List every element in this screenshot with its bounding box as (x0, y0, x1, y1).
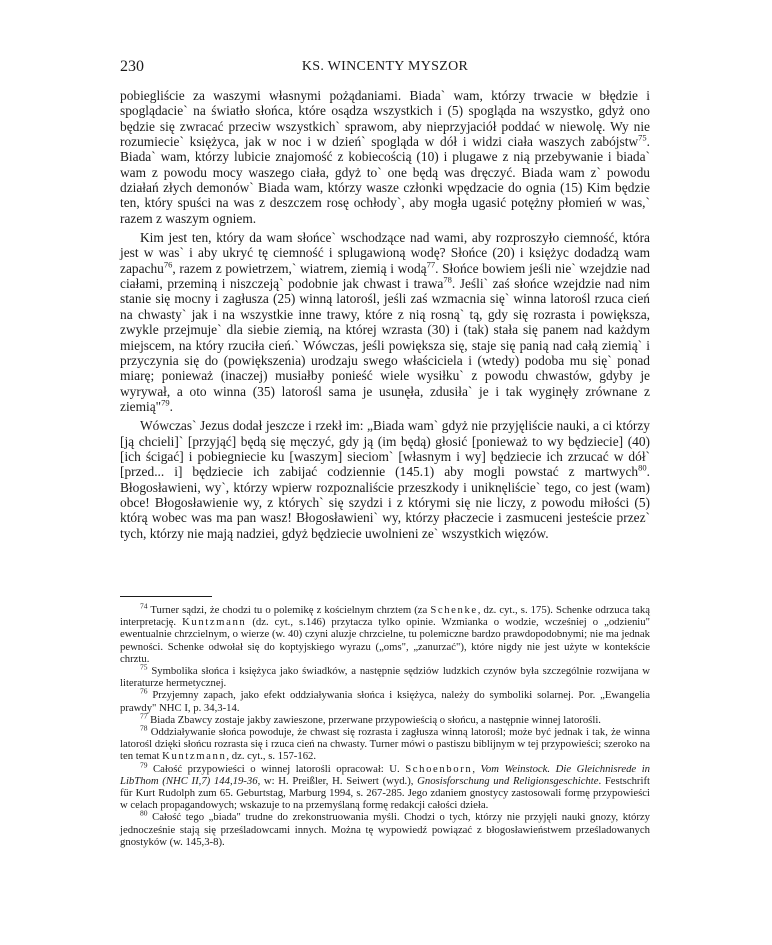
footnote-79: $^{79}$ Całość przypowieści o winnej latorośli opracował: U. Schoenborn, Vom Weinstock. Die Gleichnisrede in LibThom (NHC II,7) 144,19-36, w: H. Preißler, H. Seiwert (wyd.), Gnosisforschung und Religionsgeschichte. Festschrift für Kurt Rudolph zum 65. Geburtstag, Marburg 1994, s. 267-285. Jego zdaniem gnostycy zastosowali formę przypowieści w celach propagandowych; wskazuje to na przemyślaną formę redakcji całości dzieła. (120, 760, 651, 812)
footnote-ref-77[interactable]: 77 (426, 259, 436, 270)
footnote-76: $^{76}$ Przyjemny zapach, jako efekt oddziaływania słońca i księżyca, należy do symboliki solarnej. Por. „Ewangelia prawdy" NHC I, p. 34,3-14. (120, 686, 651, 714)
page-number: 230 (120, 58, 144, 75)
footnote-separator (120, 596, 212, 597)
page-header (120, 58, 650, 78)
footnote-75: $^{75}$ Symbolika słońca i księżyca jako świadków, a następnie sędziów ludzkich czynów była szczególnie rozwijana w literaturze hermetycznej. (120, 662, 651, 690)
footnote-77: $^{77}$ Biada Zbawcy zostaje jakby zawieszone, przerwane przypowieścią o słońcu, a następnie winnej latorośli. (140, 711, 601, 726)
main-text (120, 88, 650, 541)
footnote-74: $^{74}$ Turner sądzi, że chodzi tu o polemikę z kościelnym chrztem (za Schenke, dz. cyt., s. 175). Schenke odrzuca taką interpretację. Kuntzmann (dz. cyt., s.146) przytacza tylko opinie. Wzmianka o wodzie, wcześniej o „odzieniu" ewentualnie chrzcielnym, o wierze (w. 40) czyni aluzje chrzcielne, tu polemiczne bardzo prawdopodobnymi; nie ma jednak pewności. Schenke odwołał się do koptyjskiego wyrazu („oms", „zanurzać"), które nigdy nie jest użyte w kontekście chrztu. (120, 601, 650, 665)
paragraph-3: Wówczas` Jezus dodał jeszcze i rzekł im: „Biada wam` gdyż nie przyjęliście nauki, a ci którzy [ją chcieli]` [przyjąć] będą się męczyć, gdy ją (im będą) głosić [ponieważ to wy będziecie] (40) [ich ścigać] i pobiegniecie ku [waszym] sieciom` [własnym i wy] będziecie ich zrzucać w dół` [przed... i] będziecie ich zabijać codziennie (145.1) aby mogli powstać z martwych$^{80}$. Błogosławieni, wy`, którzy wpierw rozpoznaliście przeszkody i uniknęliście` tego, co jest (wam) obce! Błogosławienie wy, z których` się szydzi i z którymi się nie liczy, z powodu miłości (5) którą wobec was ma pan wasz! Błogosławieni` wy, którzy płaczecie i zasmuceni jesteście przez` tych, którzy nie mają nadziei, gdyż będziecie uwolnieni ze` wszystkich więzów. (120, 418, 650, 541)
footnote-ref-78[interactable]: 78 (443, 274, 452, 285)
paragraph-1: pobiegliście za waszymi własnymi pożądaniami. Biada` wam, którzy trwacie w błędzie i spoglądacie` na światło słońca, które osądza wszystkich i (5) spogląda na wszystko, gdyż ono będzie się zwracać przeciw wszystkich` sprawom, aby nieprzyjaciół poddać w niewolę. Wy nie rozumiecie` księżyca, jak w noc i w dzień` spogląda w dół i widzi ciała waszych zabójstw$^{75}$. Biada` wam, którzy lubicie znajomość z kobiecością (10) i plugawe z nią przebywanie i biada` wam z powodu mocy waszego ciała, gdyż to` one będą was dręczyć. Biada wam z` powodu działań złych demonów` Biada wam, którzy wasze członki wpędzacie do ognia (15) Kim będzie ten, który spuści na was z deszczem rosę ochłody`, aby mogła ugasić potężny płomień w was,` razem z waszym ogniem. (120, 88, 650, 226)
footnote-ref-80[interactable]: 80 (638, 462, 647, 473)
footnotes (120, 601, 651, 848)
footnote-ref-75[interactable]: 75 (638, 132, 647, 143)
footnote-78: $^{78}$ Oddziaływanie słońca powoduje, że chwast się rozrasta i zagłusza winną latorośl; może być jednak i tak, że winna latorośl dzięki słońcu rozrasta się i rzuca cień na chwasty. Turner mówi o pastiszu biblijnym w tej przypowieści; szeroko na ten temat Kuntzmann, dz. cyt., s. 157-162. (120, 723, 651, 763)
footnote-ref-79[interactable]: 79 (161, 397, 170, 408)
running-title: KS. WINCENTY MYSZOR (301, 59, 469, 74)
paragraph-2: Kim jest ten, który da wam słońce` wschodzące nad wami, aby rozproszyło ciemność, która jest w was` i aby ukryć tę ciemność i splugawioną wodę? Słońce (20) i księżyc dodadzą wam zapachu$^{76}$, razem z powietrzem,` wiatrem, ziemią i wodą$^{77}$. Słońce bowiem jeśli nie` wzejdzie nad ciałami, przeminą i niszczeją` podobnie jak chwast i trawa$^{78}$. Jeśli` zaś słońce wzejdzie nad nim stanie się mocny i zagłusza (25) winną latorośl, jeśli zaś wzmacnia się` winna latorośl rzuca cień na chwasty` jak i na wszystkie inne trawy, które z nią rosną` tą, gdy się rozrasta i powiększa, zwykle przejmuje` dla siebie ziemią, na której wzrasta (30) i (tak) stała się panem nad każdym miejscem, na który rzuciła cień.` Wówczas, jeśli powiększa się, staje się panią nad całą ziemią` i przyczynia się do (powiększenia) urodzaju swego właściciela i (wtedy) podoba mu się` ponad miarę; ponieważ (inaczej) musiałby ponieść wiele wysiłku` z powodu chwastów, gdyby je wyrywał, a oto winna (35) latorośl sama je usunęła, zdusiła` je i tak wyginęły zrównane z ziemią"$^{79}$. (120, 230, 650, 414)
footnote-ref-76[interactable]: 76 (163, 259, 173, 270)
footnote-80: $^{80}$ Całość tego „biada" trudne do zrekonstruowania myśli. Chodzi o tych, którzy nie przyjęli nauki gnozy, którzy jednocześnie stają się prześladowcami innych. Można tę wypowiedź powiązać z błogosławieństwem prześladowanych gnostyków (w. 145,3-8). (120, 808, 651, 848)
